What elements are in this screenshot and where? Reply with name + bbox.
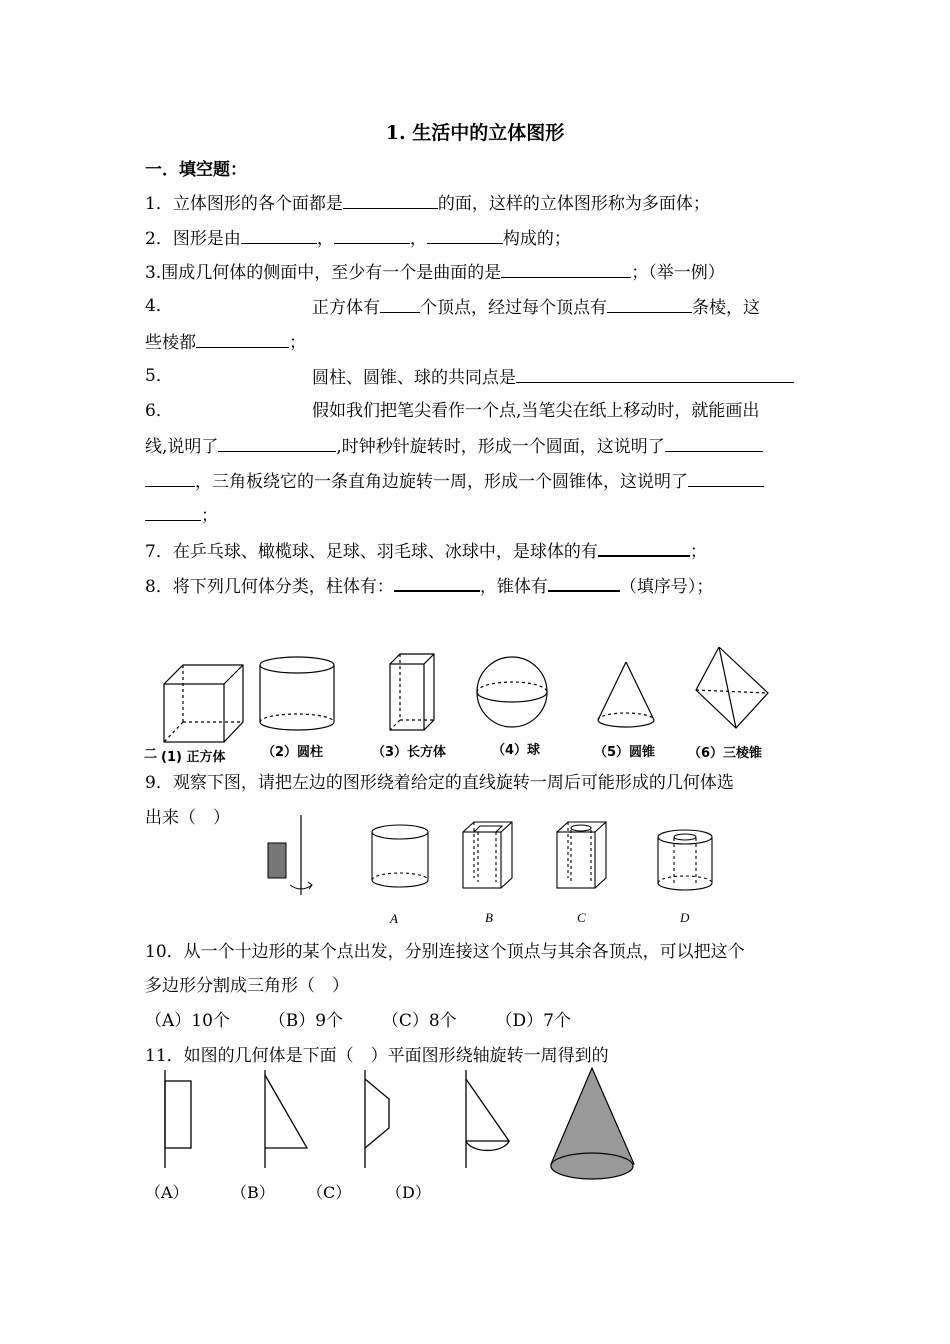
shape-label-5: （5）圆锥 <box>594 745 656 760</box>
q9-label-b: B <box>485 910 493 925</box>
question-6-line1: 假如我们把笔尖看作一个点,当笔尖在纸上移动时，就能画出 <box>312 401 760 421</box>
shape-label-1: (1) 正方体 <box>161 750 226 765</box>
question-4-line2: 些棱都 ； <box>145 333 306 353</box>
q11-option-d-shape <box>466 1070 509 1168</box>
q11-label-c: （C） <box>307 1183 352 1202</box>
question-6-line3: ，三角板绕它的一条直角边旋转一周，形成一个圆锥体，这说明了 <box>145 470 764 492</box>
section-fill-in: 一．填空题： <box>145 160 247 180</box>
question-9-line2: 出来（ ） <box>145 808 230 828</box>
question-1: 1．立体图形的各个面都是 的面，这样的立体图形称为多面体； <box>145 194 710 214</box>
page-title: 1. 生活中的立体图形 <box>385 122 565 144</box>
question-11: 11．如图的几何体是下面（ ）平面图形绕轴旋转一周得到的 <box>145 1046 609 1066</box>
q10-option-c[interactable]: （C）8个 <box>381 1011 457 1031</box>
question-10-line2: 多边形分割成三角形（ ） <box>145 976 349 996</box>
q10-option-a[interactable]: （A）10个 <box>145 1011 230 1031</box>
q11-label-d: （D） <box>386 1183 431 1202</box>
question-4-line1: 4． <box>145 296 173 316</box>
section2-mark: 二 <box>144 747 158 762</box>
question-2: 2．图形是由 ， ， 构成的； <box>145 229 571 249</box>
q9-label-c: C <box>577 910 586 925</box>
q10-option-b[interactable]: （B）9个 <box>268 1011 344 1031</box>
question-5-num: 5． <box>145 366 173 386</box>
question-3: 3.围成几何体的侧面中，至少有一个是曲面的是 ；（举一例） <box>145 263 725 283</box>
shape-label-4: （4）球 <box>492 743 541 758</box>
q11-option-c-shape <box>365 1070 389 1168</box>
q11-label-b: （B） <box>231 1183 275 1202</box>
q11-option-b-shape <box>265 1070 307 1168</box>
q10-option-d[interactable]: （D）7个 <box>495 1011 571 1031</box>
question-5: 圆柱、圆锥、球的共同点是 <box>312 366 794 388</box>
q11-cone-shape <box>551 1068 634 1179</box>
question-6-line4: ； <box>145 504 218 526</box>
question-8: 8．将下列几何体分类，柱体有： ，锥体有 （填序号）； <box>145 574 713 597</box>
q9-label-a: A <box>390 911 398 926</box>
shape-label-6: （6）三棱锥 <box>688 746 763 761</box>
q9-label-d: D <box>680 910 690 925</box>
question-9-line1: 9．观察下图，请把左边的图形绕着给定的直线旋转一周后可能形成的几何体选 <box>145 773 734 793</box>
question-4-text: 正方体有 个顶点，经过每个顶点有 条棱，这 <box>312 298 760 318</box>
question-6-num: 6． <box>145 401 173 421</box>
shape-label-2: （2）圆柱 <box>262 745 324 760</box>
q11-label-a: （A） <box>145 1183 189 1202</box>
question-7: 7．在乒乓球、橄榄球、足球、羽毛球、冰球中，是球体的有 ； <box>145 539 707 562</box>
q11-option-a-shape <box>165 1070 191 1168</box>
question-6-line2: 线,说明了 ,时钟秒针旋转时，形成一个圆面，这说明了 <box>145 435 763 457</box>
question-10-line1: 10．从一个十边形的某个点出发，分别连接这个顶点与其余各顶点，可以把这个 <box>145 942 745 962</box>
shape-label-3: （3）长方体 <box>372 745 447 760</box>
